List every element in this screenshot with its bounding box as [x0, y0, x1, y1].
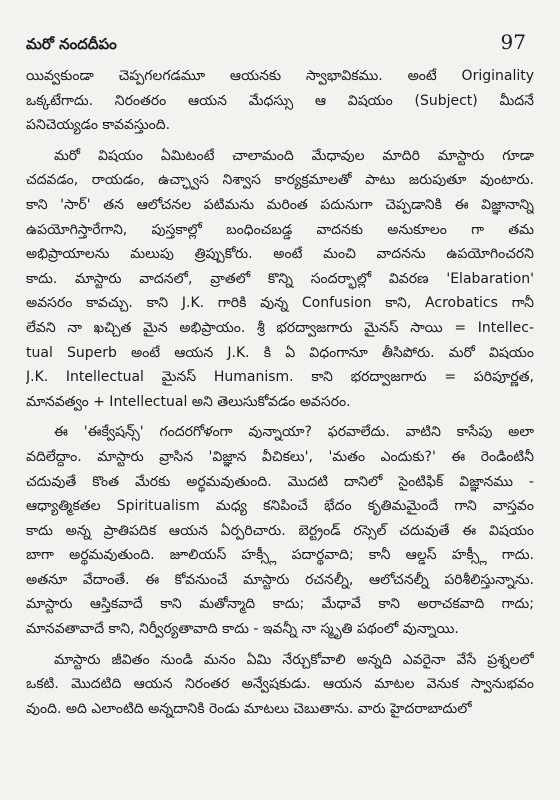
paragraph	[26, 420, 534, 641]
text-line: J.K. Intellectual మైనస్ Humanism. కాని భరద్వాజగారు = పరిపూర్ణత,	[26, 369, 534, 386]
text-line: ఒక్కటేగాదు. నిరంతరం ఆయన మేధస్సు ఆ విషయం (Subject) మీదనే	[26, 92, 534, 109]
text-line: యివ్వకుండా చెప్పగలగడమూ ఆయనకు స్వాభావికము. అంటే Originality	[26, 68, 534, 84]
text-line: మరో విషయం ఏమిటంటే చాలామంది మేధావుల మాదిరి మాస్టారు గూడా	[54, 147, 534, 164]
text-line: మానవత్వం + Intellectual అని తెలుసుకోవడం అవసరం.	[26, 393, 351, 410]
text-line: చదవడం, రాయడం, ఉచ్ఛ్వాస నిశ్వాస కార్యక్రమాలతో పాటు జరుపుతూ వుంటారు.	[26, 172, 534, 189]
page-number: 97	[500, 30, 526, 54]
text-line: అభిప్రాయాలను మలుపు త్రిప్పుకోరు. అంటే మంచి వాదనను ఉపయోగించరని	[26, 246, 534, 263]
body-text	[26, 64, 534, 721]
text-line: ఉపయోగిస్తారేగాని, పుస్తకాల్లో బంధించబడ్డ వాదనకు అనుకూలం గా తమ	[26, 221, 534, 238]
paragraph	[26, 648, 534, 722]
text-line: పనిచెయ్యడం కావవస్తుంది.	[26, 117, 171, 134]
text-line: ఒకటి. మొదటిది ఆయన నిరంతర అన్వేషకుడు. ఆయన మాటల వెనుక స్వానుభవం	[26, 676, 534, 693]
text-line: మాస్టారు జీవితం నుండి మనం ఏమి నేర్చుకోవాలి అన్నది ఎవరైనా వేసే ప్రశ్నలలో	[54, 651, 534, 668]
text-line: కాని 'సార్' తన ఆలోచనల పటిమను మరింత పదునుగా చెప్పడానికి ఈ విజ్ఞానాన్ని	[26, 196, 534, 213]
page-header	[26, 30, 534, 64]
text-line: కాదు. మాస్టారు వాదనలో, వ్రాతలో కొన్ని సందర్భాల్లో వివరణ 'Elabaration'	[26, 270, 534, 287]
text-line: బాగా అర్థమవుతుంది. జూలియస్ హక్స్లీ పదార్థవాది; కానీ ఆల్డస్ హక్స్లీ గాదు.	[26, 547, 534, 564]
paragraph	[26, 144, 534, 415]
paragraph	[26, 64, 534, 138]
text-line: ఈ 'ఈక్వేషన్స్' గందరగోళంగా వున్నాయా? ఫరవాలేదు. వాటిని కాసేపు అలా	[54, 424, 534, 441]
text-line: అవసరం కావచ్చు. కాని J.K. గారికి వున్న Confusion కాని, Acrobatics గానీ	[26, 295, 534, 312]
text-line: అతనూ వేదాంతే. ఈ కోవనుంచే మాస్టారు రచనల్నీ, ఆలోచనల్నీ పరిశీలిస్తున్నాను.	[26, 571, 534, 588]
text-line: మానవతావాదే కాని, నిర్వీర్యతావాది కాదు - ఇవన్నీ నా స్మృతి పథంలో వున్నాయి.	[26, 621, 459, 638]
text-line: వదిలేద్దాం. మాస్టారు వ్రాసిన 'విజ్ఞాన వీచికలు', 'మతం ఎందుకు?' ఈ రెండింటినీ	[26, 448, 534, 465]
text-line: వుంది. అది ఎలాంటిది అన్నదానికి రెండు మాటలు చెబుతాను. వారు హైదరాబాదులో	[26, 700, 472, 717]
text-line: చదువుతే కొంత మేరకు అర్థమవుతుంది. మొదటి దానిలో సైంటిఫిక్ విజ్ఞానము -	[26, 473, 534, 490]
running-head: మరో నందదీపం	[26, 35, 117, 53]
text-line: మాస్టారు ఆస్తికవాదే కాని మతోన్మాది కాదు; మేధావే కాని అరాచకవాది గాదు;	[26, 596, 534, 613]
text-line: లేవని నా ఖచ్చిత మైన అభిప్రాయం. శ్రీ భరద్వాజగారు మైనస్ సాయి = Intellec-	[26, 319, 534, 336]
text-line: కాదు అన్న ప్రాతిపదిక ఆయన ఏర్పరిచారు. బెర్ట్రండ్ రస్సెల్ చదువుతే ఈ విషయం	[26, 522, 534, 539]
text-line: ఆధ్యాత్మికతల Spiritualism మధ్య కనిపించే భేదం కృతిమమైందే గాని వాస్తవం	[26, 498, 534, 515]
text-line: tual Superb అంటే ఆయన J.K. కి ఏ విధంగానూ తీసిపోరు. మరో విషయం	[26, 344, 534, 361]
